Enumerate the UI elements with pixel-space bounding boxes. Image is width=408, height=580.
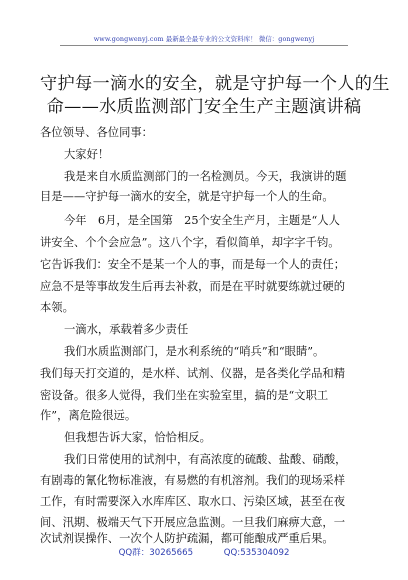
body-line: 目是——守护每一滴水的安全，就是守护每一个人的生命。 (40, 190, 334, 203)
body-line: 讲安全、个个会应急”。这八个字，看似简单，却字字千钧。 (40, 236, 340, 249)
page-footer (0, 546, 408, 558)
body-line: 应急不是等事故发生后再去补救，而是在平时就要练就过硬的 (40, 280, 346, 293)
title-line-1: 守护每一滴水的安全，就是守护每一个人的生 (40, 74, 390, 94)
body-line: 间、汛期、极端天气下开展应急监测。一旦我们麻痹大意，一 (40, 516, 346, 529)
body-line: 今年 6月，是全国第 25个安全生产月，主题是“人人 (64, 214, 340, 227)
body-line: 我们日常使用的试剂中，有高浓度的硫酸、盐酸、硝酸， (64, 453, 347, 466)
body-line: 密设备。很多人觉得，我们坐在实验室里，搞的是“文职工 (40, 389, 329, 402)
document-title (40, 73, 390, 119)
body-line: 我们水质监测部门，是水利系统的“哨兵”和“眼睛”。 (64, 345, 325, 358)
body-line: 工作，有时需要深入水库库区、取水口、污染区域，甚至在夜 (40, 495, 346, 508)
body-line: 但我想告诉大家，恰恰相反。 (64, 431, 211, 444)
header-divider (60, 45, 348, 46)
section-heading: 一滴水，承载着多少责任 (64, 323, 189, 336)
footer-qq[interactable]: QQ:535304092 (223, 548, 290, 558)
body-line: 有剧毒的氰化物标准液，有易燃的有机溶剂。我们的现场采样 (40, 474, 346, 487)
body-line: 我们每天打交道的，是水样、试剂、仪器，是各类化学品和精 (40, 367, 346, 380)
footer-qq-group[interactable]: QQ群：30265665 (118, 548, 194, 558)
body-line: 各位领导、各位同事： (40, 126, 153, 139)
body-line: 我是来自水质监测部门的一名检测员。今天，我演讲的题 (64, 170, 347, 183)
body-line: 它告诉我们：安全不是某一个人的事，而是每一个人的责任； (40, 258, 346, 271)
body-line: 本领。 (40, 301, 74, 314)
title-line-2: 命——水质监测部门安全生产主题演讲稿 (46, 97, 362, 117)
page-header[interactable]: www.gongwenyj.com 最新最全最专业的公文资料库！ 微信：gongwenyj (93, 35, 315, 43)
body-line: 作”，离危险很远。 (40, 409, 137, 422)
body-line: 大家好！ (64, 148, 110, 161)
body-line: 次试剂误操作、一次个人防护疏漏，都可能酿成严重后果。 (40, 532, 334, 545)
